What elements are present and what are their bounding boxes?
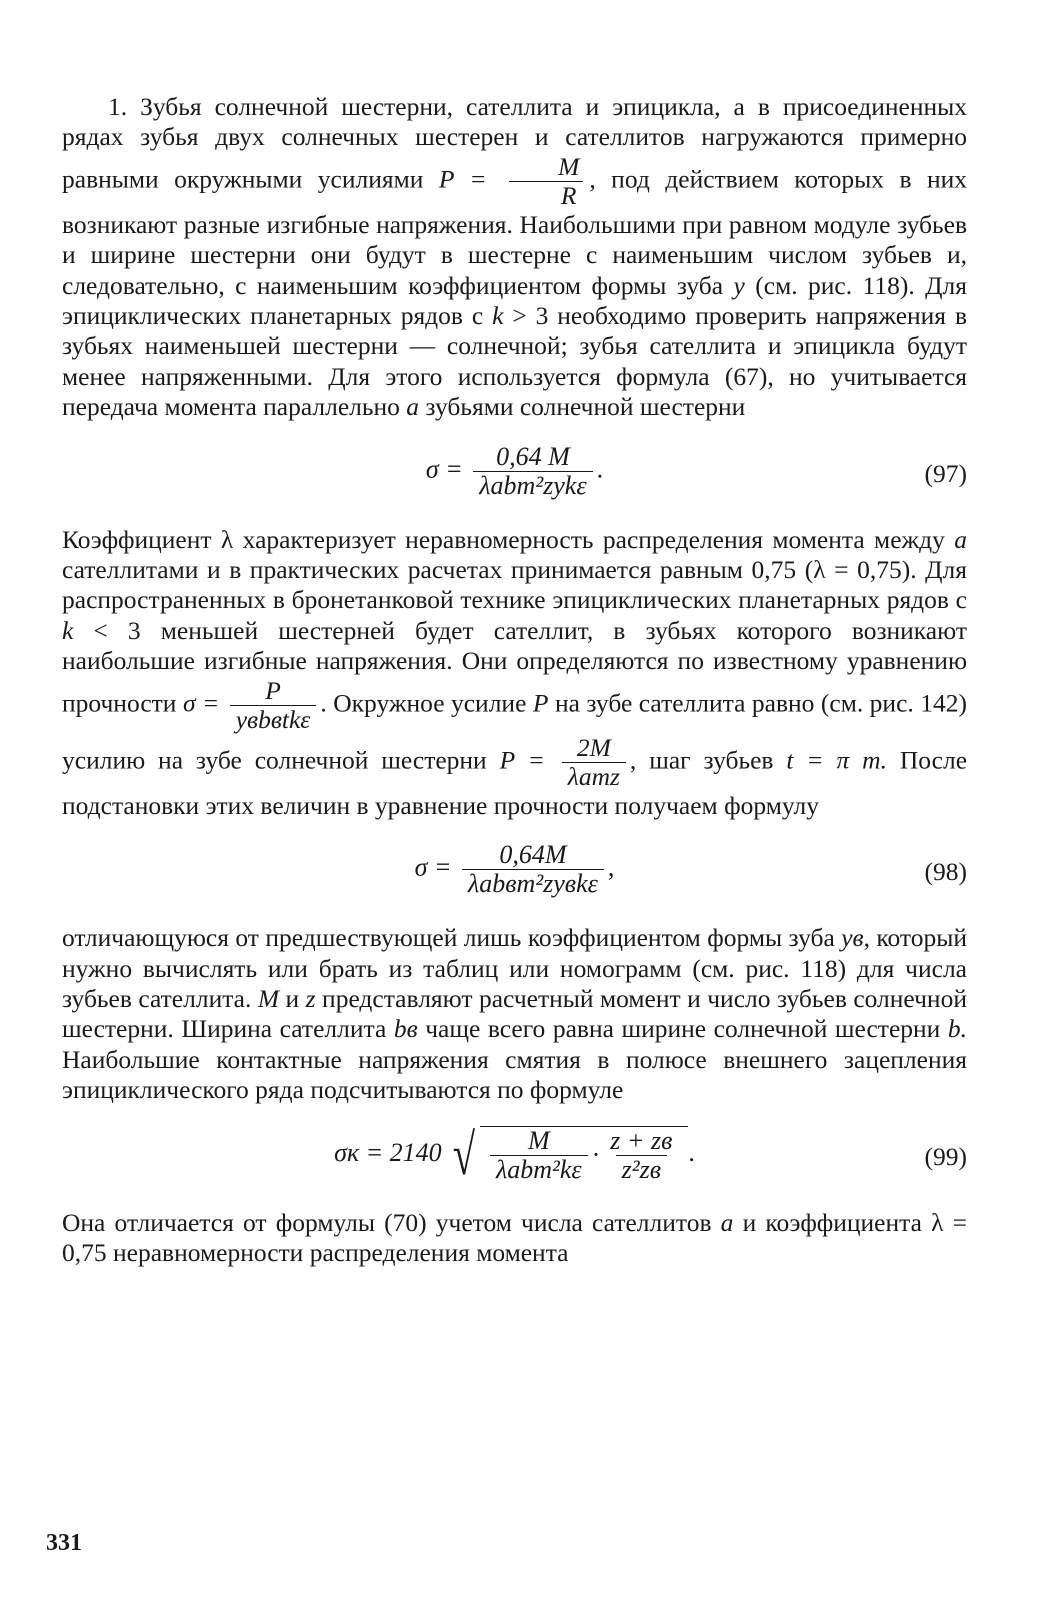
formula-lhs: σ = — [414, 852, 452, 882]
fraction-denominator: λabm²kε — [490, 1155, 588, 1184]
equation-number: (99) — [924, 1141, 967, 1171]
text-segment: Наибольшие контактные напряжения смятия в полюсе внешнего зацепления эпициклического ряда подсчитываются по формуле — [62, 1044, 967, 1105]
variable: a — [406, 392, 420, 422]
variable: k — [492, 301, 504, 331]
text-segment: отличающуюся от предшествующей лишь коэффициентом формы зуба — [62, 923, 842, 953]
text-segment: , под действием которых в них возникают разные изгибные напряжения. Наибольшими при равном модуле зубьев и ширине шестерни они будут в шестерне с наименьшим числом зубьев и, следовательно, с наименьшим коэффициентом формы зуба — [62, 164, 968, 300]
equation-number: (97) — [924, 458, 967, 488]
formula-fraction — [604, 1127, 678, 1184]
fraction-numerator: M — [527, 1125, 550, 1155]
document-page — [62, 92, 967, 1268]
formula-fraction — [462, 841, 604, 898]
fraction-numerator: 0,64 M — [496, 441, 570, 471]
equation-number: (98) — [924, 857, 967, 887]
fraction-numerator: z + zв — [610, 1125, 673, 1155]
inline-fraction-force — [562, 734, 626, 791]
text-segment: Она отличается от формулы (70) учетом числа сателлитов — [62, 1207, 721, 1237]
formula-97: σ = $\frac{0,64 M}{\text{λabm²zykε}}$ . (97) — [425, 441, 967, 500]
text-segment: . Окружное усилие — [320, 688, 533, 718]
formula-99: σк = 2140 √ $\frac{M}{\text{λabm²kε}}$ · $\frac{z + zв}{\text{z²zв}}$ . (99) — [334, 1121, 967, 1187]
formula-98: σ = $\frac{0,64M}{\text{λabвm²zyвkε}}$ , (98) — [414, 840, 967, 899]
text-segment: , шаг зубьев — [629, 745, 787, 775]
inline-fraction-strength — [230, 677, 317, 734]
formula-lhs: σк = 2140 — [334, 1137, 442, 1167]
text-segment: зубьями солнечной шестерни — [419, 392, 746, 422]
fraction-denominator: λabвm²zyвkε — [462, 869, 604, 898]
formula-fraction — [473, 443, 592, 500]
text-segment: , который нужно вычислять или брать из таблиц или номограмм (см. рис. 118) для числа зубьев сателлита. — [62, 923, 967, 1013]
multiply-dot: · — [591, 1139, 601, 1169]
square-root — [448, 1121, 688, 1187]
fraction-numerator: M — [558, 151, 580, 181]
text-segment: < 3 меньшей шестерней будет сателлит, в зубьях которого возникают наибольшие изгибные напряжения. Они определяются по известному уравнению прочности — [62, 615, 967, 718]
paragraph-2 — [62, 525, 967, 821]
text-segment: 1. Зубья солнечной шестерни, сателлита и эпицикла, а в присоединенных рядах зубья двух солнечных шестерен и сателлитов нагружаются примерно равными окружными усилиями — [62, 92, 967, 194]
paragraph-4 — [62, 1208, 967, 1269]
text-segment: После подстановки этих величин в уравнение прочности получаем формулу — [62, 745, 968, 820]
variable: k — [62, 615, 74, 645]
formula-inline-lhs: P = — [499, 745, 545, 775]
formula-inline-lhs: σ = — [182, 688, 220, 718]
paragraph-1 — [62, 92, 967, 423]
text-segment: (см. рис. 118). Для эпициклических планетарных рядов с — [62, 270, 967, 331]
text-segment: на зубе сателлита равно (см. рис. 142) усилию на зубе солнечной шестерни — [62, 688, 968, 775]
fraction-numerator: 2M — [576, 732, 611, 762]
variable: a — [720, 1207, 734, 1237]
formula-lhs: σ = — [425, 454, 463, 484]
formula-inline-lhs: P = — [438, 164, 487, 194]
text-segment: чаще всего равна ширине солнечной шестерни — [417, 1014, 948, 1044]
page-number: 331 — [46, 1530, 82, 1556]
fraction-denominator: λabm²zykε — [473, 471, 592, 500]
variable: z — [305, 983, 316, 1013]
formula-inline: t = π m. — [786, 745, 887, 775]
fraction-denominator: z²zв — [616, 1155, 667, 1184]
variable: bв — [393, 1014, 418, 1044]
text-segment: > 3 необходимо проверить напряжения в зубьях наименьшей шестерни — солнечной; зубья сателлита и эпицикла будут менее напряженными. Для этого используется формула (67), но учитывается передача момента параллельно — [62, 301, 967, 422]
fraction-denominator: R — [509, 181, 583, 210]
inline-fraction-m-over-r — [506, 153, 585, 210]
paragraph-3 — [62, 923, 967, 1105]
variable: M — [257, 983, 280, 1013]
text-segment: и коэффициента λ = 0,75 неравномерности распределения момента — [62, 1207, 967, 1267]
variable: y — [733, 270, 745, 300]
text-segment: сателлитами и в практических расчетах принимается равным 0,75 (λ = 0,75). Для распространенных в бронетанковой технике эпициклических планетарных рядов с — [62, 555, 967, 615]
text-segment: Коэффициент λ характеризует неравномерность распределения момента между — [62, 524, 955, 554]
formula-fraction — [490, 1127, 588, 1184]
fraction-denominator: yвbвtkε — [230, 705, 317, 734]
fraction-numerator: P — [265, 675, 281, 705]
radical-sign: √ — [452, 1121, 476, 1187]
text-segment: и — [279, 983, 306, 1013]
fraction-numerator: 0,64M — [499, 840, 567, 870]
fraction-denominator: λamz — [562, 762, 626, 791]
variable: yв — [841, 923, 864, 953]
variable: P — [532, 688, 549, 718]
variable: b. — [947, 1014, 967, 1044]
text-segment: представляют расчетный момент и число зубьев солнечной шестерни. Ширина сателлита — [62, 983, 967, 1044]
variable: a — [954, 524, 967, 554]
